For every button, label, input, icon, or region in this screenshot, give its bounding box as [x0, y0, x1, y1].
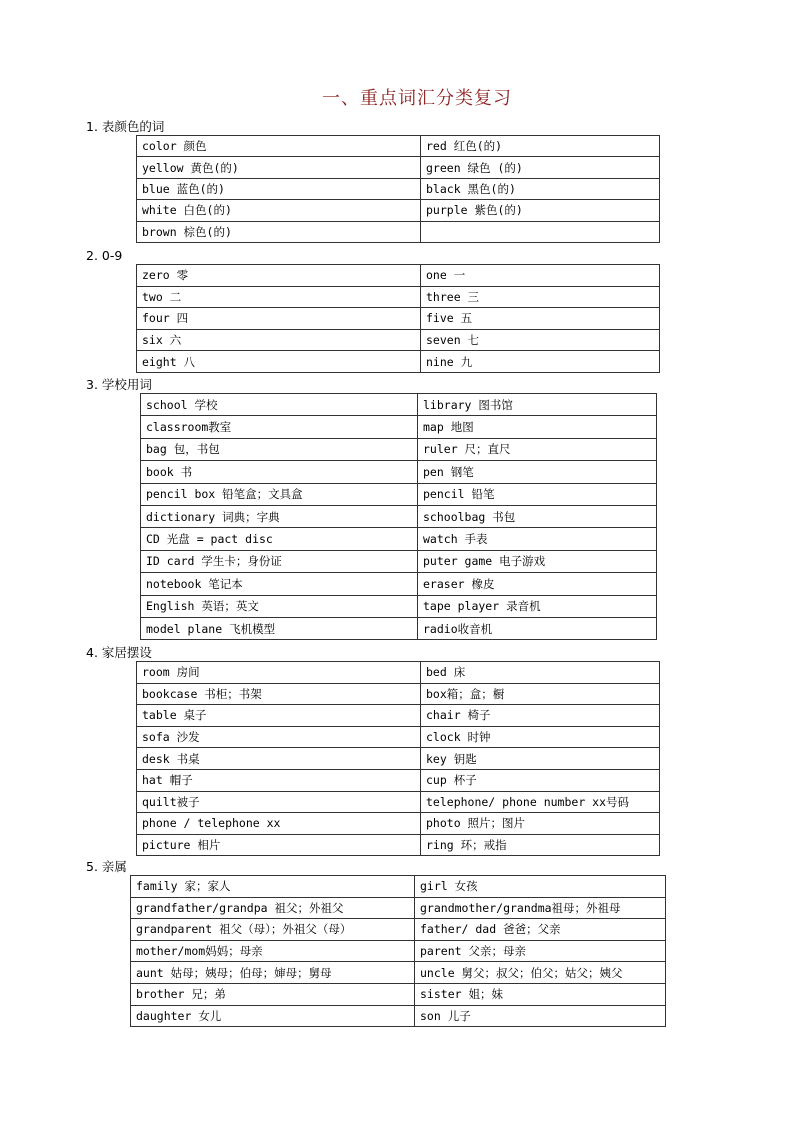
vocab-cell-right: father/ dad 爸爸；父亲: [415, 919, 666, 941]
vocab-cell-right: key 钥匙: [421, 748, 660, 770]
vocab-cell-left: model plane 飞机模型: [141, 617, 418, 639]
table-row: [137, 683, 660, 705]
table-row: [137, 265, 660, 287]
vocab-cell-left: room 房间: [137, 662, 421, 684]
table-row: [131, 1005, 666, 1027]
table-row: [137, 834, 660, 856]
vocab-cell-left: grandparent 祖父（母）；外祖父（母）: [131, 919, 415, 941]
section-heading-numbers: 2. 0-9: [86, 248, 123, 263]
vocab-cell-right: grandmother/grandma祖母；外祖母: [415, 897, 666, 919]
table-row: [137, 791, 660, 813]
table-row: [137, 748, 660, 770]
vocab-cell-left: brother 兄；弟: [131, 983, 415, 1005]
vocab-cell-right: uncle 舅父；叔父；伯父；姑父；姨父: [415, 962, 666, 984]
vocab-cell-right: radio收音机: [418, 617, 657, 639]
table-row: [137, 662, 660, 684]
section-heading-colors: 1. 表颜色的词: [86, 119, 165, 134]
vocab-cell-right: [421, 221, 660, 242]
vocab-cell-left: ID card 学生卡；身份证: [141, 550, 418, 572]
vocab-cell-right: box箱；盒；橱: [421, 683, 660, 705]
vocab-cell-left: daughter 女儿: [131, 1005, 415, 1027]
vocab-cell-left: CD 光盘 = pact disc: [141, 528, 418, 550]
table-row: [141, 438, 657, 460]
vocab-cell-left: eight 八: [137, 351, 421, 373]
vocab-cell-right: schoolbag 书包: [418, 505, 657, 527]
table-row: [137, 136, 660, 157]
vocab-cell-right: clock 时钟: [421, 726, 660, 748]
vocab-cell-left: dictionary 词典；字典: [141, 505, 418, 527]
vocab-cell-left: picture 相片: [137, 834, 421, 856]
vocab-table-colors: [136, 135, 660, 243]
table-row: [131, 897, 666, 919]
vocab-cell-left: sofa 沙发: [137, 726, 421, 748]
table-row: [137, 221, 660, 242]
vocab-cell-right: tape player 录音机: [418, 595, 657, 617]
table-row: [141, 528, 657, 550]
table-row: [137, 286, 660, 308]
table-row: [137, 200, 660, 221]
vocab-cell-right: ring 环；戒指: [421, 834, 660, 856]
vocab-cell-left: color 颜色: [137, 136, 421, 157]
table-row: [141, 416, 657, 438]
vocab-cell-right: cup 杯子: [421, 769, 660, 791]
table-row: [141, 483, 657, 505]
vocab-cell-right: pencil 铅笔: [418, 483, 657, 505]
table-row: [141, 394, 657, 416]
vocab-cell-right: seven 七: [421, 329, 660, 351]
table-row: [141, 461, 657, 483]
vocab-cell-left: white 白色(的): [137, 200, 421, 221]
vocab-cell-left: bag 包，书包: [141, 438, 418, 460]
vocab-cell-right: parent 父亲；母亲: [415, 940, 666, 962]
vocab-cell-left: grandfather/grandpa 祖父；外祖父: [131, 897, 415, 919]
vocab-cell-left: aunt 姑母；姨母；伯母；婶母；舅母: [131, 962, 415, 984]
vocab-table-family: [130, 875, 666, 1027]
table-row: [141, 595, 657, 617]
table-row: [137, 157, 660, 178]
vocab-cell-right: pen 钢笔: [418, 461, 657, 483]
vocab-cell-left: school 学校: [141, 394, 418, 416]
vocab-cell-right: ruler 尺；直尺: [418, 438, 657, 460]
vocab-cell-right: purple 紫色(的): [421, 200, 660, 221]
table-row: [141, 550, 657, 572]
vocab-table-school: [140, 393, 657, 640]
vocab-cell-left: English 英语；英文: [141, 595, 418, 617]
table-row: [131, 940, 666, 962]
vocab-cell-left: quilt被子: [137, 791, 421, 813]
table-row: [131, 876, 666, 898]
vocab-table-furniture: [136, 661, 660, 856]
vocab-cell-left: notebook 笔记本: [141, 573, 418, 595]
table-row: [137, 329, 660, 351]
vocab-cell-right: bed 床: [421, 662, 660, 684]
table-row: [141, 573, 657, 595]
vocab-cell-right: five 五: [421, 308, 660, 330]
table-row: [141, 505, 657, 527]
table-row: [137, 769, 660, 791]
vocab-cell-left: pencil box 铅笔盒；文具盒: [141, 483, 418, 505]
vocab-cell-right: eraser 橡皮: [418, 573, 657, 595]
vocab-cell-right: three 三: [421, 286, 660, 308]
section-heading-family: 5. 亲属: [86, 859, 127, 874]
table-row: [131, 983, 666, 1005]
vocab-table-numbers: [136, 264, 660, 373]
vocab-cell-right: nine 九: [421, 351, 660, 373]
table-row: [137, 351, 660, 373]
vocab-cell-left: blue 蓝色(的): [137, 178, 421, 199]
vocab-cell-right: red 红色(的): [421, 136, 660, 157]
vocab-cell-left: zero 零: [137, 265, 421, 287]
vocab-cell-left: two 二: [137, 286, 421, 308]
vocab-cell-left: phone / telephone xx: [137, 813, 421, 835]
vocab-cell-right: map 地图: [418, 416, 657, 438]
vocab-cell-left: yellow 黄色(的): [137, 157, 421, 178]
vocab-cell-right: one 一: [421, 265, 660, 287]
table-row: [137, 726, 660, 748]
table-row: [137, 705, 660, 727]
vocab-cell-right: girl 女孩: [415, 876, 666, 898]
vocab-cell-left: desk 书桌: [137, 748, 421, 770]
vocab-cell-left: hat 帽子: [137, 769, 421, 791]
table-row: [137, 308, 660, 330]
table-row: [137, 813, 660, 835]
vocab-cell-right: photo 照片；图片: [421, 813, 660, 835]
vocab-cell-right: black 黑色(的): [421, 178, 660, 199]
vocab-cell-right: sister 姐；妹: [415, 983, 666, 1005]
table-row: [131, 962, 666, 984]
vocab-cell-right: watch 手表: [418, 528, 657, 550]
vocab-cell-left: mother/mom妈妈；母亲: [131, 940, 415, 962]
page-title: 一、重点词汇分类复习: [322, 88, 512, 109]
vocab-cell-left: family 家；家人: [131, 876, 415, 898]
vocab-cell-right: library 图书馆: [418, 394, 657, 416]
vocab-cell-left: brown 棕色(的): [137, 221, 421, 242]
section-heading-school: 3. 学校用词: [86, 377, 152, 392]
vocab-cell-left: four 四: [137, 308, 421, 330]
table-row: [141, 617, 657, 639]
vocab-cell-right: puter game 电子游戏: [418, 550, 657, 572]
vocab-cell-left: classroom教室: [141, 416, 418, 438]
vocab-cell-right: telephone/ phone number xx号码: [421, 791, 660, 813]
vocab-cell-right: chair 椅子: [421, 705, 660, 727]
vocab-cell-right: son 儿子: [415, 1005, 666, 1027]
vocab-cell-left: table 桌子: [137, 705, 421, 727]
vocab-cell-right: green 绿色 (的): [421, 157, 660, 178]
vocab-cell-left: bookcase 书柜；书架: [137, 683, 421, 705]
vocab-cell-left: six 六: [137, 329, 421, 351]
table-row: [131, 919, 666, 941]
table-row: [137, 178, 660, 199]
vocab-cell-left: book 书: [141, 461, 418, 483]
section-heading-furniture: 4. 家居摆设: [86, 645, 152, 660]
